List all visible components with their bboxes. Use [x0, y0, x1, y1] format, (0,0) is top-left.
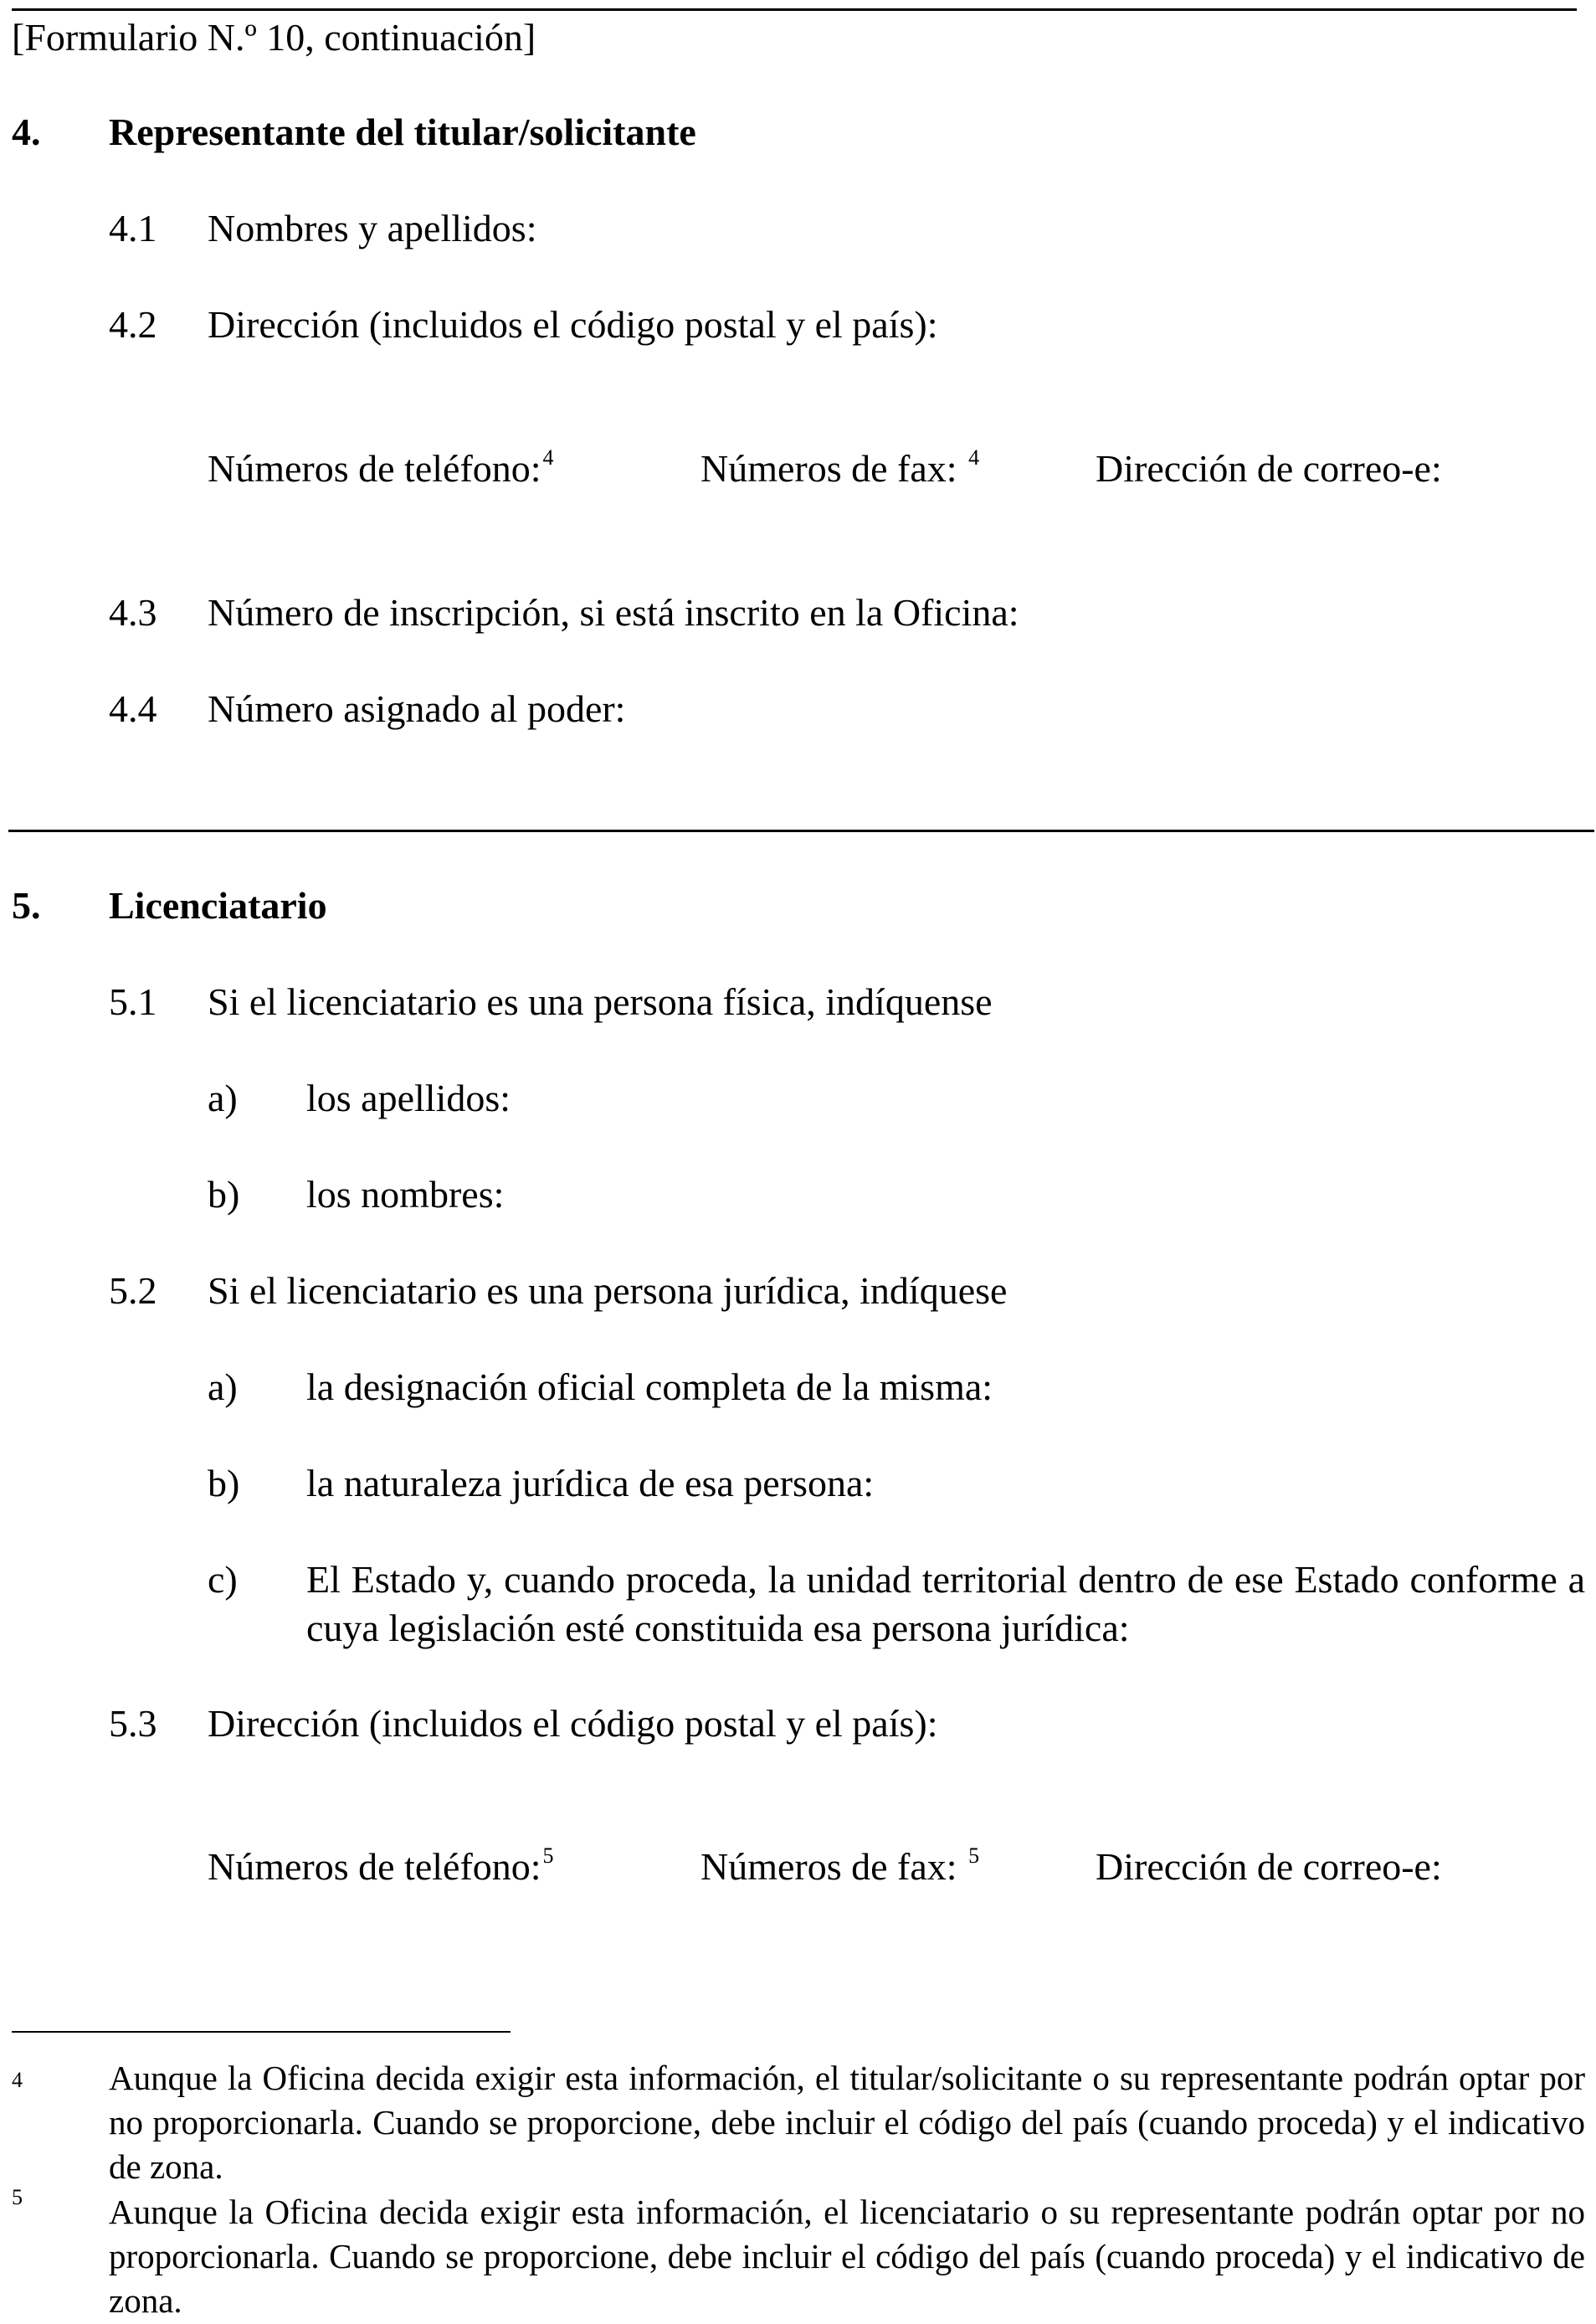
item-4-4-label: Número asignado al poder: [208, 687, 626, 730]
footnote-5-number: 5 [12, 2185, 23, 2209]
item-5-1-b-label: los nombres: [306, 1173, 505, 1216]
item-4-3-label: Número de inscripción, si está inscrito en la Oficina: [208, 591, 1019, 634]
form-header: [Formulario N.º 10, continuación] [12, 16, 536, 59]
footnote-divider [12, 2031, 511, 2033]
item-5-1-a-label: los apellidos: [306, 1077, 511, 1119]
item-5-1-b-letter: b) [208, 1173, 240, 1216]
item-5-2-c-label: El Estado y, cuando proceda, la unidad territorial dentro de ese Estado conforme a cuya legislación esté constituida esa persona jurídica: [306, 1558, 1585, 1649]
phone-label: Números de teléfono: [208, 1845, 541, 1888]
footnote-5-text: Aunque la Oficina decida exigir esta información, el licenciatario o su representante podrán optar por no proporcionarla. Cuando se proporcione, debe incluir el código del país (cuando proceda) y el indicativo de zona. [109, 2193, 1585, 2320]
item-5-2-label: Si el licenciatario es una persona jurídica, indíquese [208, 1269, 1008, 1312]
section-4-title: Representante del titular/solicitante [109, 111, 696, 153]
email-field-5 [1096, 1843, 1442, 1890]
section-5-title: Licenciatario [109, 884, 327, 927]
footnote-4-number: 4 [12, 2068, 23, 2092]
fax-field-4 [700, 445, 979, 498]
footnote-ref-5: 5 [542, 1843, 554, 1868]
email-label: Dirección de correo-e: [1096, 1845, 1442, 1888]
section-4-number: 4. [12, 111, 41, 153]
section-5-number: 5. [12, 884, 41, 927]
item-5-1-number: 5.1 [109, 980, 157, 1023]
item-5-2-a-label: la designación oficial completa de la misma: [306, 1365, 993, 1408]
item-5-2-a-letter: a) [208, 1365, 238, 1408]
footnote-ref-4: 4 [542, 445, 554, 470]
item-5-2-c-letter: c) [208, 1558, 238, 1601]
fax-label: Números de fax: [700, 447, 957, 490]
top-divider [12, 8, 1577, 11]
item-5-3-number: 5.3 [109, 1702, 157, 1745]
item-4-1-number: 4.1 [109, 207, 157, 249]
item-5-1-label: Si el licenciatario es una persona física, indíquense [208, 980, 993, 1023]
item-5-2-b-label: la naturaleza jurídica de esa persona: [306, 1462, 875, 1504]
email-field-4 [1096, 445, 1442, 492]
footnote-4-text: Aunque la Oficina decida exigir esta información, el titular/solicitante o su representante podrán optar por no proporcionarla. Cuando se proporcione, debe incluir el código del país (cuando proceda) y el indicativo de zona. [109, 2059, 1585, 2186]
item-5-1-a-letter: a) [208, 1077, 238, 1119]
phone-label: Números de teléfono: [208, 447, 541, 490]
phone-field-5 [208, 1843, 554, 1896]
footnote-ref-4: 4 [968, 445, 980, 470]
item-5-2-b-letter: b) [208, 1462, 240, 1504]
fax-label: Números de fax: [700, 1845, 957, 1888]
item-4-3-number: 4.3 [109, 591, 157, 634]
footnote-ref-5: 5 [968, 1843, 980, 1868]
item-5-2-number: 5.2 [109, 1269, 157, 1312]
section-divider [8, 830, 1594, 832]
item-4-2-label: Dirección (incluidos el código postal y el país): [208, 303, 938, 346]
fax-field-5 [700, 1843, 979, 1896]
item-4-1-label: Nombres y apellidos: [208, 207, 537, 249]
item-4-2-number: 4.2 [109, 303, 157, 346]
phone-field-4 [208, 445, 554, 498]
item-4-4-number: 4.4 [109, 687, 157, 730]
item-5-3-label: Dirección (incluidos el código postal y el país): [208, 1702, 938, 1745]
email-label: Dirección de correo-e: [1096, 447, 1442, 490]
